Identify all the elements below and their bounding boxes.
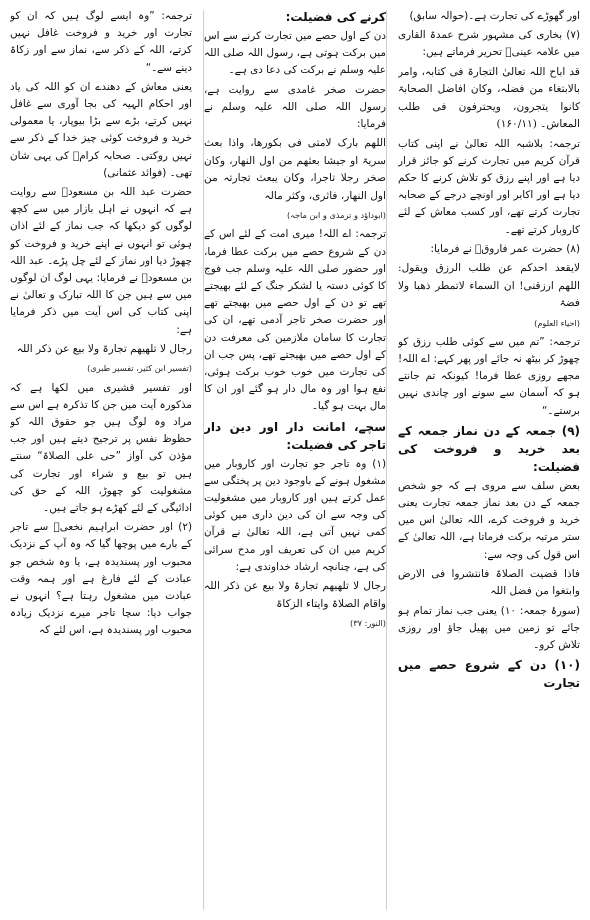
right-arabic-quote: قد اباح اللہ تعالیٰ التجارۃ فی کتابہ، وامر بالابتغاء من فضلہ، وکان افاضل الصحابۃ کانوا یتجرون، ویحترفون فی طلب المعاش۔ (۱۶۰/۱۱) (398, 65, 580, 131)
left-paragraph: (۲) اور حضرت ابراہیم نخعیؒ سے تاجر کے بارے میں پوچھا گیا کہ وہ آپ کے نزدیک محبوب اور پسندیدہ ہے، یا وہ شخص جو عبادت کے لئے فارغ ہے اور ہمہ وقت عبادت میں مشغول رہتا ہے؟ انہوں نے جواب دیا: سچا تاجر میرے نزدیک زیادہ محبوب اور پسندیدہ ہے، اس لئے کہ (10, 521, 192, 637)
right-column (398, 8, 580, 914)
column-divider (386, 10, 387, 910)
right-heading: (۱۰) دن کے شروع حصے میں تجارت (398, 658, 580, 691)
right-reference: (احیاء العلوم) (534, 317, 580, 328)
right-paragraph: بعض سلف سے مروی ہے کہ جو شخص جمعہ کے دن بعد نماز جمعہ تجارت یعنی خرید و فروخت کرے، اللہ تعالیٰ اس میں ستر مرتبہ برکت فرماتا ہے، اللہ تعالیٰ کے اس قول کی وجہ سے: (398, 479, 580, 561)
right-arabic-quote: لایقعد احدکم عن طلب الرزق ویقول: اللھم ارزقنی! ان السماء لاتمطر ذھبا ولا فضۃ (398, 262, 580, 310)
left-column (10, 8, 192, 914)
left-paragraph: حضرت عبد اللہ بن مسعودؓ سے روایت ہے کہ انہوں نے اہل بازار میں سے کچھ لوگوں کو دیکھا کہ جب نماز کے لئے اذان ہوئی تو انہوں نے اپنے خرید و فروخت کو چھوڑ دیا اور نماز کے لئے چل پڑے۔ عبد اللہ بن مسعودؓ نے فرمایا: یہی لوگ ان لوگوں میں سے ہیں جن کا اللہ تبارک و تعالیٰ نے اپنی کتاب کی اس آیت میں ذکر فرمایا ہے: (10, 186, 192, 336)
right-arabic-quote: فاذا قضیت الصلاۃ فانتشروا فی الارض وابتغوا من فضل اللہ (398, 567, 580, 598)
middle-paragraph: (۱) وہ تاجر جو تجارت اور کاروبار میں مشغول ہونے کے باوجود دین پر پختگی سے عمل کرتے ہیں اور کاروبار میں مشغولیت کی وجہ سے ان کی دین داری میں کوئی کمی نہیں آتی ہے، اللہ تعالیٰ نے قرآن کریم میں ان کی تعریف اور مدح سرائی کی ہے، چنانچہ ارشاد خداوندی ہے: (204, 457, 386, 573)
middle-column (204, 8, 386, 914)
right-paragraph: ترجمہ: ”تم میں سے کوئی طلب رزق کو چھوڑ کر بیٹھ نہ جائے اور پھر کہے: اے اللہ! مجھے روزی عطا فرما! کیونکہ تم جانتے ہو کہ آسمان سے سونے اور چاندی نہیں برستے۔“ (398, 335, 580, 417)
right-paragraph: ترجمہ: بلاشبہ اللہ تعالیٰ نے اپنی کتاب قرآن کریم میں تجارت کرنے کو جائز قرار دیا ہے اور اپنے رزق کو تلاش کرنے کا حکم دیا ہے اور اکابر اور اونچے درجے کے صحابہ تجارت کرتے تھے، اور کسب معاش کے لئے کاروبار کرتے تھے۔ (398, 137, 580, 236)
left-paragraph: یعنی معاش کے دھندے ان کو اللہ کی یاد اور احکام الہیہ کی بجا آوری سے غافل نہیں کرتے، بڑے سے بڑا بیوپار، یا معمولی خرید و فروخت کوئی چیز خدا کے ذکر سے نہیں روکتی۔ صحابہ کرامؓ کی یہی شان تھی۔ (فوائد عثمانی) (10, 80, 192, 179)
middle-paragraph: حضرت صخر غامدی سے روایت ہے، رسول اللہ صلی اللہ علیہ وسلم نے فرمایا: (204, 83, 386, 131)
right-paragraph: اور گھوڑے کی تجارت ہے۔(حوالہ سابق) (409, 10, 580, 22)
left-arabic-quote: رجال لا تلھیھم تجارۃ ولا بیع عن ذکر اللہ (16, 342, 192, 355)
middle-paragraph: دن کے اول حصے میں تجارت کرنے سے اس میں برکت ہوتی ہے، رسول اللہ صلی اللہ علیہ وسلم نے برکت کی دعا دی ہے۔ (204, 30, 386, 77)
middle-reference: (ابوداؤد و ترمذی و ابن ماجہ) (286, 210, 386, 221)
right-paragraph: (۷) بخاری کی مشہور شرح عمدۃ القاری میں علامہ عینیؒ تحریر فرماتے ہیں: (398, 29, 580, 59)
middle-heading: سچے، امانت دار اور دین دار تاجر کی فضیلت: (204, 419, 386, 452)
middle-arabic-quote: رجال لا تلھیھم تجارۃ ولا بیع عن ذکر اللہ واقام الصلاۃ وایتاء الزکاۃ (204, 580, 386, 610)
right-paragraph: (۸) حضرت عمر فاروقؓ نے فرمایا: (430, 242, 580, 255)
middle-paragraph: ترجمہ: اے اللہ! میری امت کے لئے اس کے دن کے شروع حصے میں برکت عطا فرما، اور حضور صلی اللہ علیہ وسلم جب فوج کا کوئی دستہ یا لشکر جنگ کے لئے بھیجتے تھے تو دن کے اول حصے میں بھیجتے تھے اور حضرت صخر تاجر آدمی تھے، ان کی تجارت کا سامان ملازمین کی معرفت دن کے اول حصے میں بھیجتے تھے، پس جب ان کی تجارت میں خوب خوب برکت ہوئی، نفع ہوا اور وہ مال دار ہو گئے اور ان کا مال بہت ہو گیا۔ (204, 228, 386, 413)
column-divider (203, 10, 204, 910)
left-paragraph: اور تفسیر قشیری میں لکھا ہے کہ مذکورہ آیت میں جن کا تذکرہ ہے اس سے مراد وہ لوگ ہیں جو حقوق اللہ کو حظوظ نفس پر ترجیح دیتے ہیں اور جب مؤذن کی آواز ”حی علی الصلاۃ“ سنتے ہیں تو بیع و شراء اور تجارت کی مشغولیت کو چھوڑ، اللہ کے حق کی ادائیگی کے لئے کھڑے ہو جاتے ہیں۔ (10, 381, 192, 514)
left-paragraph: ترجمہ: ”وہ ایسے لوگ ہیں کہ ان کو تجارت اور خرید و فروخت غافل نہیں کرتے، اللہ کے ذکر سے، نماز سے اور زکاۃ دینے سے۔“ (10, 10, 192, 74)
middle-heading: کرنے کی فضیلت: (285, 10, 386, 24)
left-reference: (تفسیر ابن کثیر، تفسیر طبری) (87, 363, 192, 374)
middle-arabic-quote: اللھم بارک لامتی فی بکورھا، واذا بعث سریۃ او جیشا بعثھم من اول النھار، وکان صخر رجلا تاجرا، وکان یبعث تجارتہ من اول النھار، فاثری، وکثر مالہ (204, 137, 386, 202)
right-heading: (۹) جمعہ کے دن نماز جمعہ کے بعد خرید و فروخت کی فضیلت: (398, 423, 580, 474)
right-paragraph: (سورۂ جمعہ: ۱۰) یعنی جب نماز تمام ہو جائے تو زمین میں پھیل جاؤ اور روزی تلاش کرو۔ (398, 604, 580, 652)
middle-reference: (النور: ۳۷) (350, 618, 386, 629)
